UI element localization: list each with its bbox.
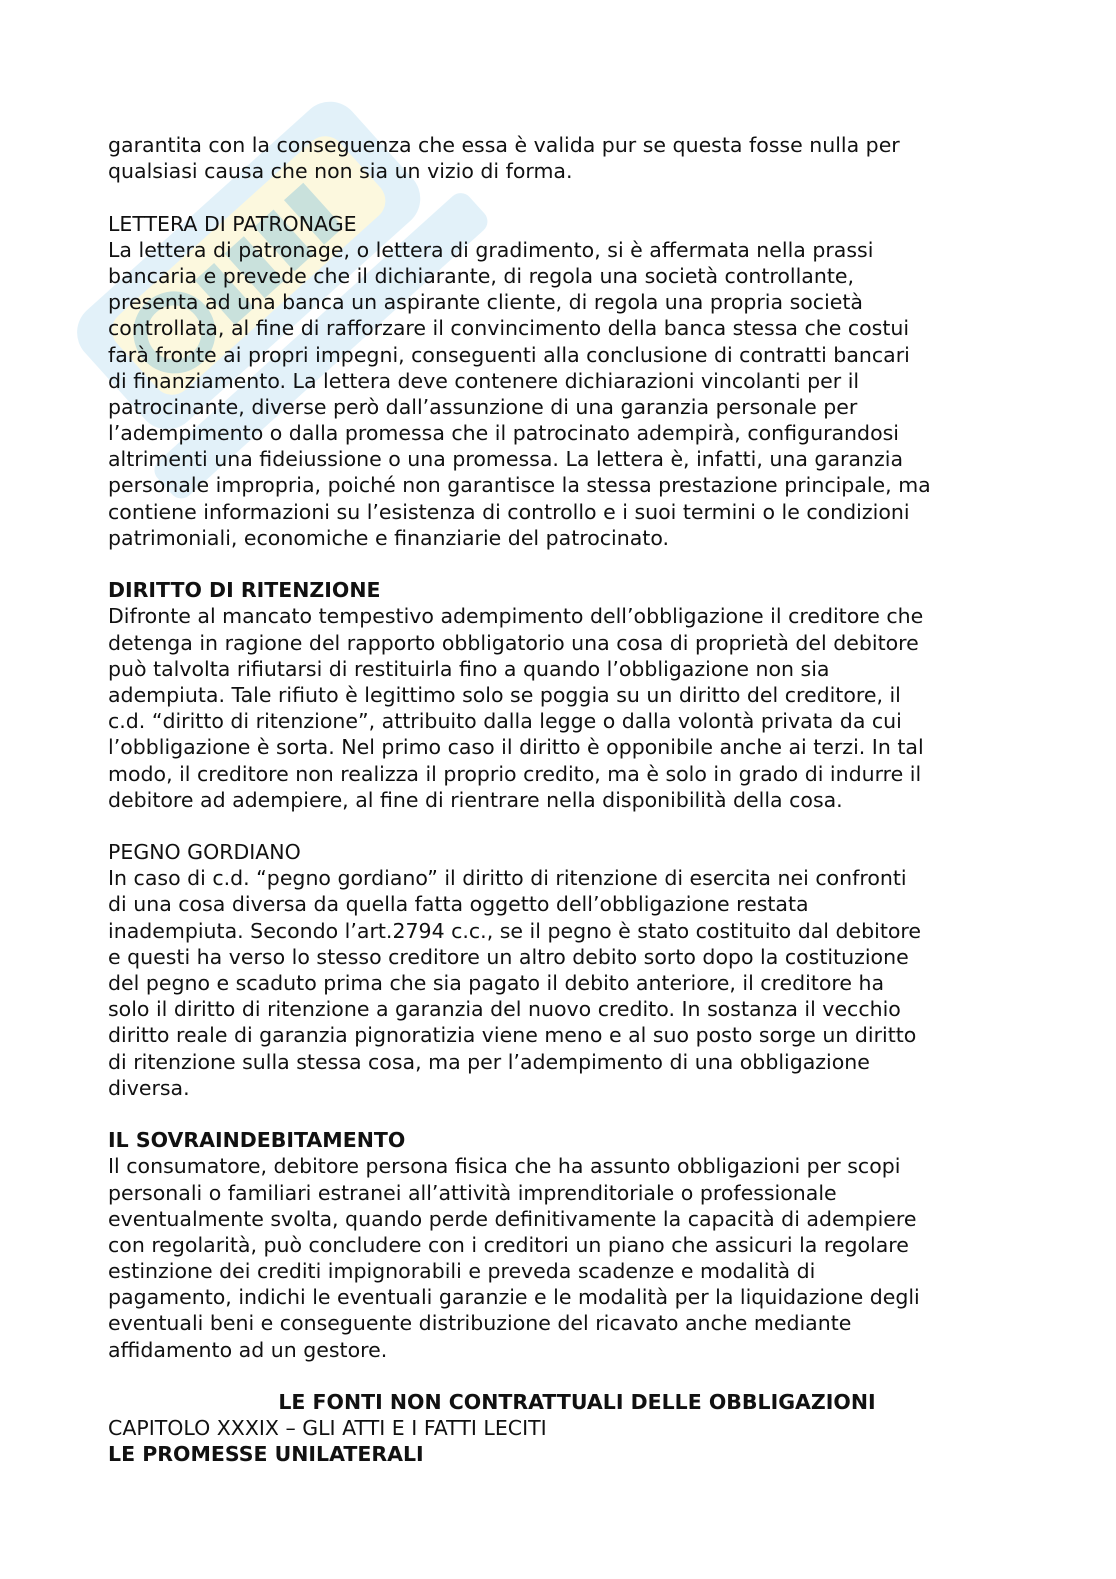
- text-line: e questi ha verso lo stesso creditore un altro debito sorto dopo la costituzione: [108, 944, 909, 969]
- section-lettera-di-patronage: [108, 211, 1028, 551]
- text-line: diversa.: [108, 1075, 190, 1100]
- text-line: farà fronte ai propri impegni, conseguenti alla conclusione di contratti bancari: [108, 342, 910, 367]
- text-line: di finanziamento. La lettera deve contenere dichiarazioni vincolanti per il: [108, 368, 860, 393]
- text-line: detenga in ragione del rapporto obbligatorio una cosa di proprietà del debitore: [108, 630, 919, 655]
- text-line: Il consumatore, debitore persona fisica che ha assunto obbligazioni per scopi: [108, 1154, 901, 1179]
- text-line: del pegno e scaduto prima che sia pagato il debito anteriore, il creditore ha: [108, 971, 885, 995]
- text-line: controllata, al fine di rafforzare il convincimento della banca stessa che costui: [108, 316, 910, 341]
- text-line: eventualmente svolta, quando perde definitivamente la capacità di adempiere: [108, 1206, 917, 1231]
- section-il-sovraindebitamento: [108, 1127, 1028, 1363]
- chapter-title: CAPITOLO XXXIX – GLI ATTI E I FATTI LECITI: [108, 1416, 547, 1441]
- text-line: garantita con la conseguenza che essa è valida pur se questa fosse nulla per: [108, 133, 900, 157]
- text-line: adempiuta. Tale rifiuto è legittimo solo se poggia su un diritto del creditore, il: [108, 682, 901, 707]
- section-heading: IL SOVRAINDEBITAMENTO: [108, 1128, 406, 1153]
- text-line: contiene informazioni su l’esistenza di controllo e i suoi termini o le condizioni: [108, 499, 910, 524]
- text-line: bancaria e prevede che il dichiarante, di regola una società controllante,: [108, 263, 855, 288]
- section-heading: DIRITTO DI RITENZIONE: [108, 578, 381, 603]
- text-line: patrimoniali, economiche e finanziarie del patrocinato.: [108, 525, 670, 550]
- text-line: personale impropria, poiché non garantisce la stessa prestazione principale, ma: [108, 473, 931, 498]
- text-line: estinzione dei crediti impignorabili e preveda scadenze e modalità di: [108, 1259, 816, 1284]
- text-line: di una cosa diversa da quella fatta oggetto dell’obbligazione restata: [108, 892, 809, 917]
- text-line: Difronte al mancato tempestivo adempimento dell’obbligazione il creditore che: [108, 604, 924, 629]
- section-heading: PEGNO GORDIANO: [108, 840, 301, 865]
- text-line: affidamento ad un gestore.: [108, 1337, 388, 1362]
- section-pegno-gordiano: [108, 839, 1028, 1101]
- text-line: In caso di c.d. “pegno gordiano” il diritto di ritenzione di esercita nei confronti: [108, 866, 907, 891]
- text-line: La lettera di patronage, o lettera di gradimento, si è affermata nella prassi: [108, 237, 874, 262]
- text-line: con regolarità, può concludere con i creditori un piano che assicuri la regolare: [108, 1232, 909, 1257]
- text-line: c.d. “diritto di ritenzione”, attribuito dalla legge o dalla volontà privata da cui: [108, 709, 902, 734]
- text-line: eventuali beni e conseguente distribuzione del ricavato anche mediante: [108, 1311, 852, 1336]
- text-line: patrocinante, diverse però dall’assunzione di una garanzia personale per: [108, 394, 858, 419]
- text-line: diritto reale di garanzia pignoratizia viene meno e al suo posto sorge un diritto: [108, 1023, 917, 1048]
- text-line: l’adempimento o dalla promessa che il patrocinato adempirà, configurandosi: [108, 421, 899, 446]
- text-line: personali o familiari estranei all’attività imprenditoriale o professionale: [108, 1180, 837, 1205]
- text-line: modo, il creditore non realizza il proprio credito, ma è solo in grado di indurre il: [108, 761, 922, 786]
- section-title: LE FONTI NON CONTRATTUALI DELLE OBBLIGAZIONI: [278, 1390, 876, 1414]
- text-line: debitore ad adempiere, al fine di rientrare nella disponibilità della cosa.: [108, 787, 843, 812]
- text-line: l’obbligazione è sorta. Nel primo caso il diritto è opponibile anche ai terzi. In tal: [108, 735, 924, 760]
- text-line: qualsiasi causa che non sia un vizio di forma.: [108, 159, 573, 184]
- text-line: di ritenzione sulla stessa cosa, ma per l’adempimento di una obbligazione: [108, 1049, 870, 1074]
- text-line: presenta ad una banca un aspirante cliente, di regola una propria società: [108, 290, 863, 315]
- section-heading: LETTERA DI PATRONAGE: [108, 211, 357, 236]
- text-line: può talvolta rifiutarsi di restituirla fino a quando l’obbligazione non sia: [108, 656, 830, 681]
- subsection-title: LE PROMESSE UNILATERALI: [108, 1442, 424, 1467]
- section-diritto-di-ritenzione: [108, 577, 1028, 813]
- document-page: [108, 132, 1028, 1468]
- text-line: altrimenti una fideiussione o una promessa. La lettera è, infatti, una garanzia: [108, 447, 904, 472]
- intro-paragraph: [108, 132, 1028, 184]
- text-line: inadempiuta. Secondo l’art.2794 c.c., se il pegno è stato costituito dal debitore: [108, 918, 921, 943]
- text-line: pagamento, indichi le eventuali garanzie e le modalità per la liquidazione degli: [108, 1285, 920, 1310]
- text-line: solo il diritto di ritenzione a garanzia del nuovo credito. In sostanza il vecchio: [108, 997, 901, 1022]
